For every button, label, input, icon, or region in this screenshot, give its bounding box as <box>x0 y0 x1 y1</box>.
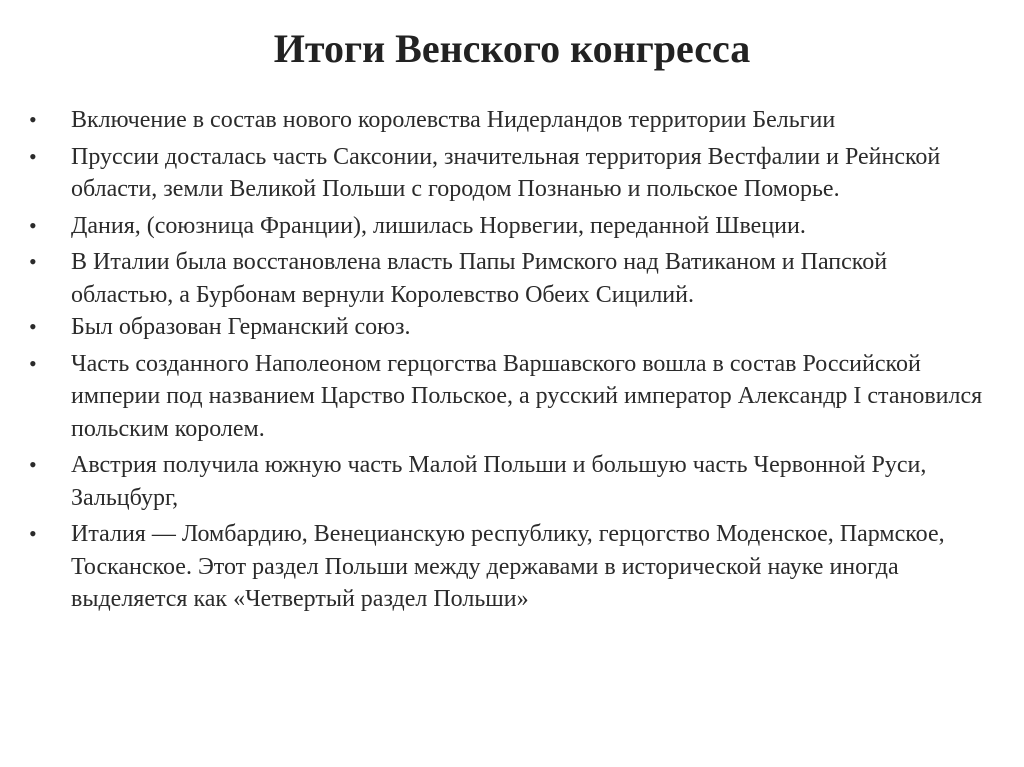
list-item <box>0 518 1024 616</box>
list-item <box>0 449 1024 514</box>
bullet-list <box>0 104 1024 620</box>
list-item <box>0 104 1024 137</box>
bullet-icon: • <box>29 143 37 169</box>
list-item <box>0 141 1024 206</box>
bullet-icon: • <box>29 107 37 132</box>
list-item-text: Был образован Германский союз. <box>71 314 411 340</box>
bullet-icon: • <box>29 314 37 339</box>
list-item-text: Включение в состав нового королевства Нидерландов территории Бельгии <box>71 107 836 133</box>
list-item-text: В Италии была восстановлена власть Папы Римского над Ватиканом и Папской областью, а Бурбонам вернули Королевство Обеих Сицилий. <box>71 249 888 308</box>
list-item-text: Дания, (союзница Франции), лишилась Норвегии, переданной Швеции. <box>71 212 806 239</box>
bullet-icon: • <box>29 249 37 274</box>
bullet-icon: • <box>29 521 37 546</box>
slide-title: Итоги Венского конгресса <box>273 26 751 71</box>
list-item <box>0 246 1024 311</box>
list-item-text: Пруссии досталась часть Саксонии, значительная территория Вестфалии и Рейнской области, земли Великой Польши с городом Познанью и польское Поморье. <box>71 143 941 202</box>
bullet-icon: • <box>29 350 37 376</box>
list-item-text: Австрия получила южную часть Малой Польши и большую часть Червонной Руси, Зальцбург, <box>71 452 927 511</box>
list-item-text: Часть созданного Наполеоном герцогства Варшавского вошла в состав Российской империи под названием Царство Польское, а русский император Александр I становился польским королем. <box>71 350 983 442</box>
list-item-text: Италия — Ломбардию, Венецианскую республику, герцогство Моденское, Пармское, Тосканское. Этот раздел Польши между державами в исторической науке иногда выделяется как «Четвертый раздел Польши» <box>71 521 945 612</box>
list-item <box>0 210 1024 243</box>
bullet-icon: • <box>29 452 37 477</box>
bullet-icon: • <box>29 212 37 238</box>
list-item <box>0 311 1024 344</box>
list-item <box>0 348 1024 446</box>
